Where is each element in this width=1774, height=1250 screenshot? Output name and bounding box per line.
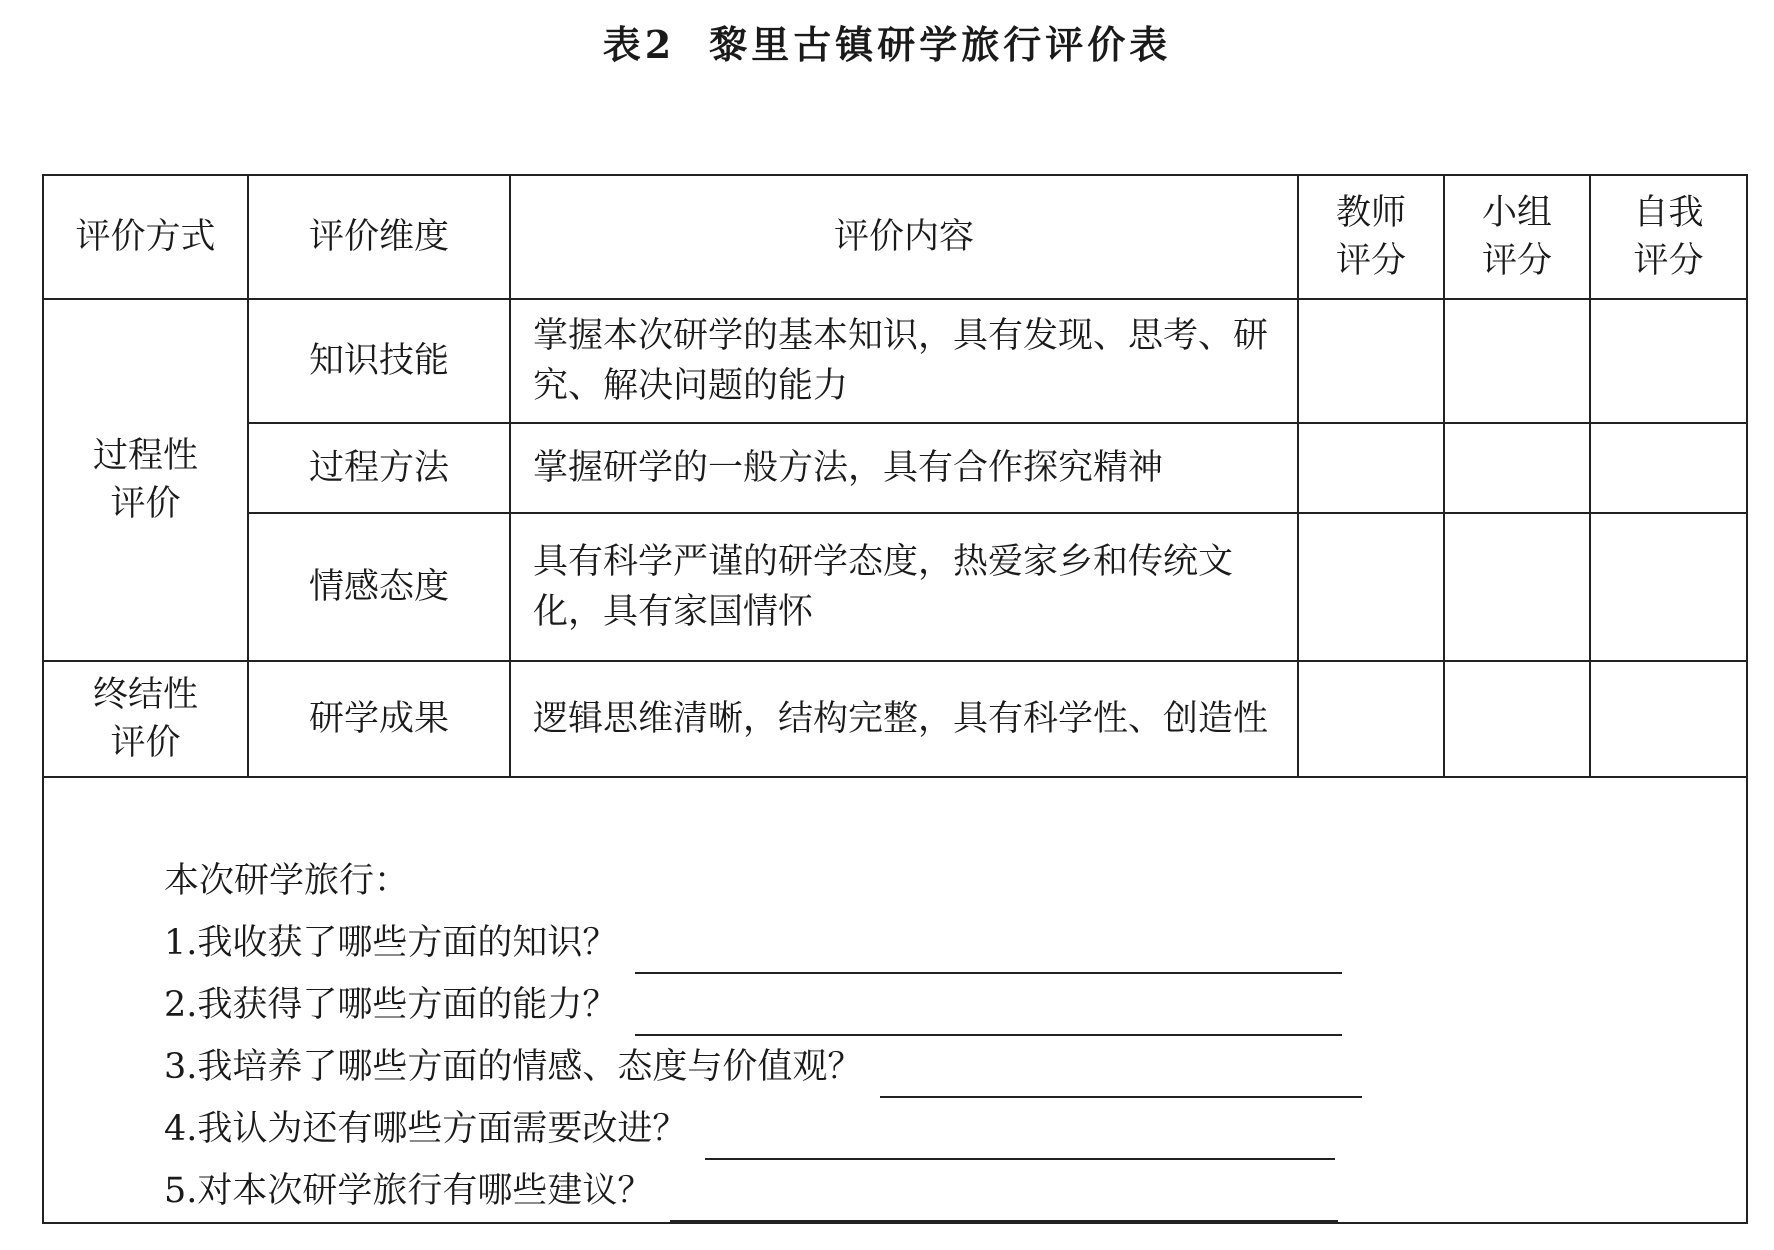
question-item: [164, 1036, 1746, 1098]
reflection-intro: 本次研学旅行：: [164, 861, 410, 901]
header-method: 评价方式: [43, 175, 248, 299]
question-text: 1.我收获了哪些方面的知识？: [164, 923, 618, 963]
header-self-score: [1590, 175, 1747, 299]
group-score-cell[interactable]: [1444, 423, 1590, 513]
table-row: [43, 661, 1747, 777]
content-cell: 具有科学严谨的研学态度，热爱家乡和传统文化，具有家国情怀: [510, 513, 1298, 661]
table-row: [43, 299, 1747, 423]
answer-blank[interactable]: [705, 1114, 1335, 1160]
table-row: [43, 513, 1747, 661]
dimension-cell: 情感态度: [248, 513, 510, 661]
header-content: 评价内容: [510, 175, 1298, 299]
header-group-line1: 小组: [1481, 193, 1552, 233]
table-title: [0, 14, 1774, 69]
group-score-cell[interactable]: [1444, 513, 1590, 661]
question-item: [164, 1160, 1746, 1222]
header-self-line2: 评分: [1633, 241, 1704, 281]
dimension-cell: 知识技能: [248, 299, 510, 423]
question-text: 2.我获得了哪些方面的能力？: [164, 985, 618, 1025]
dimension-cell: 过程方法: [248, 423, 510, 513]
teacher-score-cell[interactable]: [1298, 299, 1444, 423]
teacher-score-cell[interactable]: [1298, 423, 1444, 513]
answer-blank[interactable]: [635, 990, 1342, 1036]
reflection-cell: [43, 777, 1747, 1223]
header-teacher-score: [1298, 175, 1444, 299]
method-process-line2: 评价: [110, 484, 181, 524]
header-group-line2: 评分: [1481, 241, 1552, 281]
question-text: 5.对本次研学旅行有哪些建议？: [164, 1171, 653, 1211]
content-cell: 掌握研学的一般方法，具有合作探究精神: [510, 423, 1298, 513]
header-row: [43, 175, 1747, 299]
reflection-questions: [44, 778, 1746, 1222]
self-score-cell[interactable]: [1590, 661, 1747, 777]
method-summative-line1: 终结性: [92, 675, 198, 715]
question-item: [164, 974, 1746, 1036]
answer-blank[interactable]: [670, 1176, 1338, 1222]
question-item: [164, 912, 1746, 974]
group-score-cell[interactable]: [1444, 299, 1590, 423]
answer-blank[interactable]: [880, 1052, 1362, 1098]
method-summative-line2: 评价: [110, 723, 181, 763]
table-row: [43, 423, 1747, 513]
question-text: 3.我培养了哪些方面的情感、态度与价值观？: [164, 1047, 863, 1087]
question-item: [164, 1098, 1746, 1160]
reflection-row: [43, 777, 1747, 1223]
header-teacher-line2: 评分: [1335, 241, 1406, 281]
dimension-cell: 研学成果: [248, 661, 510, 777]
answer-blank[interactable]: [635, 928, 1342, 974]
header-dimension: 评价维度: [248, 175, 510, 299]
self-score-cell[interactable]: [1590, 299, 1747, 423]
header-teacher-line1: 教师: [1335, 193, 1406, 233]
table-name: 黎里古镇研学旅行评价表: [709, 22, 1172, 67]
teacher-score-cell[interactable]: [1298, 513, 1444, 661]
question-text: 4.我认为还有哪些方面需要改进？: [164, 1109, 688, 1149]
header-group-score: [1444, 175, 1590, 299]
teacher-score-cell[interactable]: [1298, 661, 1444, 777]
group-score-cell[interactable]: [1444, 661, 1590, 777]
header-self-line1: 自我: [1633, 193, 1704, 233]
evaluation-table: [42, 174, 1748, 1224]
method-summative: [43, 661, 248, 777]
method-process-line1: 过程性: [92, 436, 198, 476]
method-process: [43, 299, 248, 661]
self-score-cell[interactable]: [1590, 513, 1747, 661]
table-number: 表2: [602, 22, 676, 67]
content-cell: 掌握本次研学的基本知识，具有发现、思考、研究、解决问题的能力: [510, 299, 1298, 423]
content-cell: 逻辑思维清晰，结构完整，具有科学性、创造性: [510, 661, 1298, 777]
self-score-cell[interactable]: [1590, 423, 1747, 513]
